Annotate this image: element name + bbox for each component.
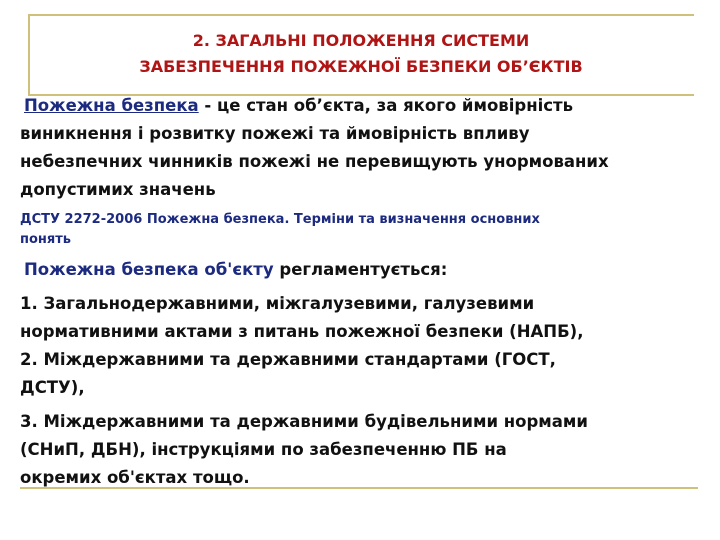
- item-1-line-1: 1. Загальнодержавними, міжгалузевими, галузевими: [20, 294, 535, 313]
- regulation-rest: регламентується:: [273, 260, 448, 279]
- item-3-line-3: окремих об'єктах тощо.: [20, 468, 250, 487]
- definition-line-3: небезпечних чинників пожежі не перевищують унормованих: [20, 152, 609, 171]
- regulation-term: Пожежна безпека об'єкту: [24, 260, 274, 279]
- title-line-1: 2. ЗАГАЛЬНІ ПОЛОЖЕННЯ СИСТЕМИ: [192, 31, 530, 50]
- definition-line-1: [20, 92, 698, 120]
- title-line-2: ЗАБЕЗПЕЧЕННЯ ПОЖЕЖНОЇ БЕЗПЕКИ ОБ’ЄКТІВ: [139, 57, 583, 76]
- item-2-line-1: 2. Міждержавними та державними стандартами (ГОСТ,: [20, 350, 556, 369]
- item-2-line-2: ДСТУ),: [20, 378, 85, 397]
- standard-line-2: понять: [20, 232, 71, 247]
- item-1-line-2: нормативними актами з питань пожежної безпеки (НАПБ),: [20, 322, 584, 341]
- definition-text-1: - це стан об’єкта, за якого ймовірність: [198, 96, 574, 115]
- regulation-heading: [20, 256, 698, 284]
- definition-line-2: виникнення і розвитку пожежі та ймовірність впливу: [20, 124, 530, 143]
- slide-title: [38, 28, 684, 80]
- frame-top-line: [28, 14, 694, 16]
- bottom-divider: [20, 487, 698, 489]
- item-3-line-2: (СНиП, ДБН), інструкціями по забезпеченню ПБ на: [20, 440, 507, 459]
- standard-line-1: ДСТУ 2272-2006 Пожежна безпека. Терміни та визначення основних: [20, 212, 540, 227]
- definition-term: Пожежна безпека: [24, 96, 199, 115]
- definition-line-4: допустимих значень: [20, 180, 216, 199]
- standard-reference: [20, 210, 698, 250]
- frame-left-line: [28, 14, 30, 96]
- item-3-line-1: 3. Міждержавними та державними будівельними нормами: [20, 412, 588, 431]
- title-frame: [28, 14, 694, 96]
- slide-content: [20, 92, 698, 492]
